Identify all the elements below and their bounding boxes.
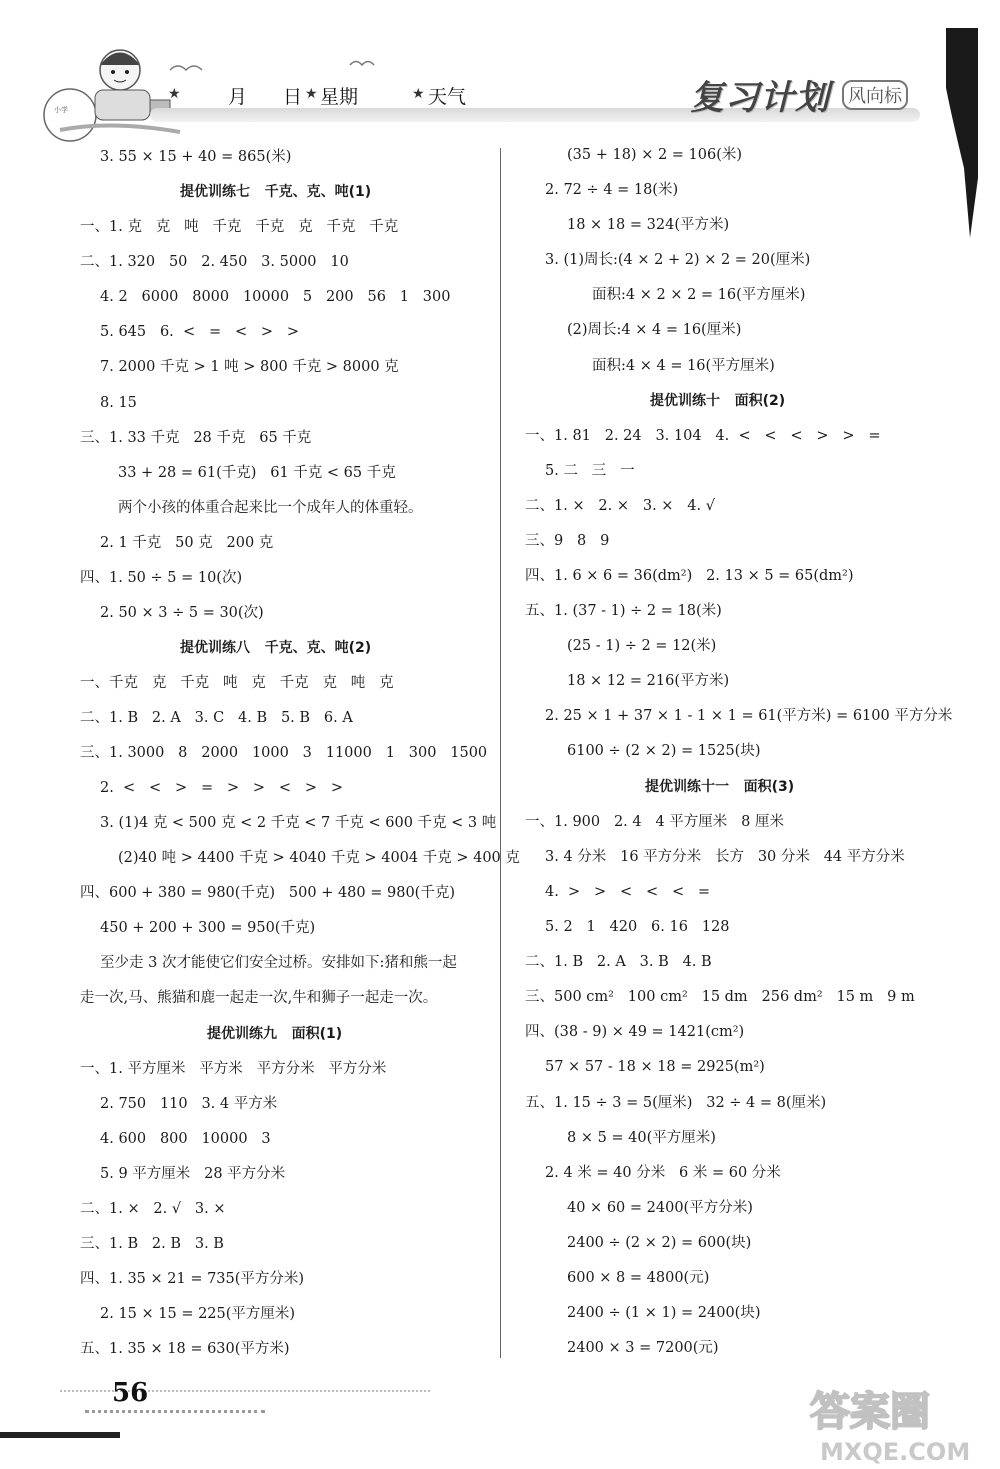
answer-line: 四、1. 50 ÷ 5 = 10(次)	[80, 570, 243, 586]
answer-line: 面积:4 × 4 = 16(平方厘米)	[592, 358, 775, 374]
answer-line: 3. (1)周长:(4 × 2 + 2) × 2 = 20(厘米)	[545, 252, 811, 268]
answer-line: 五、1. 35 × 18 = 630(平方米)	[80, 1341, 290, 1357]
answer-line: 至少走 3 次才能使它们安全过桥。安排如下:猪和熊一起	[100, 955, 457, 971]
answer-line: 一、1. 81 2. 24 3. 104 4. < < < > > =	[525, 428, 881, 444]
answer-line: 三、1. 33 千克 28 千克 65 千克	[80, 430, 312, 446]
weekday-label: 星期	[320, 86, 359, 108]
answer-line: 五、1. (37 - 1) ÷ 2 = 18(米)	[525, 603, 722, 619]
month-label: 月	[228, 86, 248, 108]
answer-line: 4. 2 6000 8000 10000 5 200 56 1 300	[100, 289, 451, 305]
answer-line: 2400 ÷ (2 × 2) = 600(块)	[567, 1235, 752, 1251]
answer-line: 2. 4 米 = 40 分米 6 米 = 60 分米	[545, 1165, 781, 1181]
answer-line: 四、1. 6 × 6 = 36(dm²) 2. 13 × 5 = 65(dm²)	[525, 568, 854, 584]
weather-label: 天气	[428, 86, 467, 108]
answer-line: 2. 50 × 3 ÷ 5 = 30(次)	[100, 605, 264, 621]
answer-line: 600 × 8 = 4800(元)	[567, 1270, 710, 1286]
answer-line: 三、9 8 9	[525, 533, 610, 549]
answer-line: 走一次,马、熊猫和鹿一起走一次,牛和狮子一起走一次。	[80, 990, 438, 1006]
answer-line: 2. 15 × 15 = 225(平方厘米)	[100, 1306, 296, 1322]
answer-line: 7. 2000 千克 > 1 吨 > 800 千克 > 8000 克	[100, 359, 399, 375]
watermark-url: MXQE.COM	[820, 1438, 971, 1465]
answer-line: 一、1. 平方厘米 平方米 平方分米 平方分米	[80, 1061, 387, 1077]
answer-line: 5. 二 三 一	[545, 463, 635, 479]
answer-line: 四、(38 - 9) × 49 = 1421(cm²)	[525, 1024, 745, 1040]
bottom-bar	[0, 1432, 120, 1438]
answer-line: 18 × 18 = 324(平方米)	[567, 217, 730, 233]
column-divider	[500, 148, 501, 1358]
answer-line: 8. 15	[100, 395, 137, 411]
answer-line: 5. 645 6. < = < > >	[100, 324, 300, 340]
answer-line: 四、1. 35 × 21 = 735(平方分米)	[80, 1271, 305, 1287]
answer-line: 2400 ÷ (1 × 1) = 2400(块)	[567, 1305, 761, 1321]
answer-line: 18 × 12 = 216(平方米)	[567, 673, 730, 689]
answer-line: 三、500 cm² 100 cm² 15 dm 256 dm² 15 m 9 m	[525, 989, 915, 1005]
footer-dots	[85, 1410, 265, 1415]
answer-line: 二、1. B 2. A 3. B 4. B	[525, 954, 712, 970]
svg-text:小学: 小学	[54, 106, 68, 114]
page-header	[0, 0, 1000, 140]
answer-line: 两个小孩的体重合起来比一个成年人的体重轻。	[118, 500, 423, 516]
answer-line: 57 × 57 - 18 × 18 = 2925(m²)	[545, 1059, 765, 1075]
watermark-text: 答案圈	[810, 1389, 930, 1435]
answer-line: 6100 ÷ (2 × 2) = 1525(块)	[567, 743, 761, 759]
answer-line: 3. 4 分米 16 平方分米 长方 30 分米 44 平方分米	[545, 849, 905, 865]
answer-line: (2)40 吨 > 4400 千克 > 4040 千克 > 4004 千克 > 400 克	[118, 850, 520, 866]
answer-line: 8 × 5 = 40(平方厘米)	[567, 1130, 716, 1146]
answer-line: 二、1. B 2. A 3. C 4. B 5. B 6. A	[80, 710, 353, 726]
section-title: 提优训练八 千克、克、吨(2)	[180, 640, 372, 656]
answer-line: 二、1. × 2. × 3. × 4. √	[525, 498, 715, 514]
answer-line: 二、1. 320 50 2. 450 3. 5000 10	[80, 254, 349, 270]
answer-line: 2400 × 3 = 7200(元)	[567, 1340, 719, 1356]
section-title: 提优训练十一 面积(3)	[645, 779, 795, 795]
star-icon: ★	[412, 86, 425, 102]
answer-line: 三、1. 3000 8 2000 1000 3 11000 1 300 1500	[80, 745, 488, 761]
answer-line: (25 - 1) ÷ 2 = 12(米)	[567, 638, 717, 654]
answer-line: (2)周长:4 × 4 = 16(厘米)	[567, 322, 742, 338]
answer-line: 2. < < > = > > < > >	[100, 780, 344, 796]
answer-line: 二、1. × 2. √ 3. ×	[80, 1201, 226, 1217]
answer-line: 一、千克 克 千克 吨 克 千克 克 吨 克	[80, 675, 394, 691]
answer-line: 33 + 28 = 61(千克) 61 千克 < 65 千克	[118, 465, 396, 481]
watermark-logo	[800, 1380, 990, 1465]
star-icon: ★	[305, 86, 318, 102]
section-title: 提优训练九 面积(1)	[207, 1026, 343, 1042]
answer-line: 4. > > < < < =	[545, 884, 711, 900]
brand-title: 复习计划	[690, 78, 830, 118]
answer-line: 5. 9 平方厘米 28 平方分米	[100, 1166, 286, 1182]
day-label: 日	[283, 86, 303, 108]
answer-line: 四、600 + 380 = 980(千克) 500 + 480 = 980(千克)	[80, 885, 455, 901]
answer-line: 2. 72 ÷ 4 = 18(米)	[545, 182, 679, 198]
answer-line: 40 × 60 = 2400(平方分米)	[567, 1200, 753, 1216]
answer-line: 4. 600 800 10000 3	[100, 1131, 271, 1147]
brand-subtitle: 风向标	[842, 80, 908, 110]
star-icon: ★	[168, 86, 181, 102]
answer-line: 2. 750 110 3. 4 平方米	[100, 1096, 278, 1112]
section-title: 提优训练七 千克、克、吨(1)	[180, 184, 372, 200]
answer-line: 3. (1)4 克 < 500 克 < 2 千克 < 7 千克 < 600 千克 < 3 吨	[100, 815, 497, 831]
answer-line: 2. 1 千克 50 克 200 克	[100, 535, 274, 551]
answer-line: 一、1. 900 2. 4 4 平方厘米 8 厘米	[525, 814, 784, 830]
answer-line: 三、1. B 2. B 3. B	[80, 1236, 224, 1252]
answer-line: 2. 25 × 1 + 37 × 1 - 1 × 1 = 61(平方米) = 6100 平方分米	[545, 708, 953, 724]
answer-line: 5. 2 1 420 6. 16 128	[545, 919, 730, 935]
section-title: 提优训练十 面积(2)	[650, 393, 786, 409]
page-number: 56	[112, 1378, 149, 1408]
answer-line: 一、1. 克 克 吨 千克 千克 克 千克 千克	[80, 219, 399, 235]
answer-line: (35 + 18) × 2 = 106(米)	[567, 147, 743, 163]
page-edge-tab	[942, 28, 978, 238]
answer-line: 450 + 200 + 300 = 950(千克)	[100, 920, 316, 936]
answer-line: 3. 55 × 15 + 40 = 865(米)	[100, 149, 292, 165]
answer-line: 面积:4 × 2 × 2 = 16(平方厘米)	[592, 287, 806, 303]
answer-line: 五、1. 15 ÷ 3 = 5(厘米) 32 ÷ 4 = 8(厘米)	[525, 1095, 827, 1111]
